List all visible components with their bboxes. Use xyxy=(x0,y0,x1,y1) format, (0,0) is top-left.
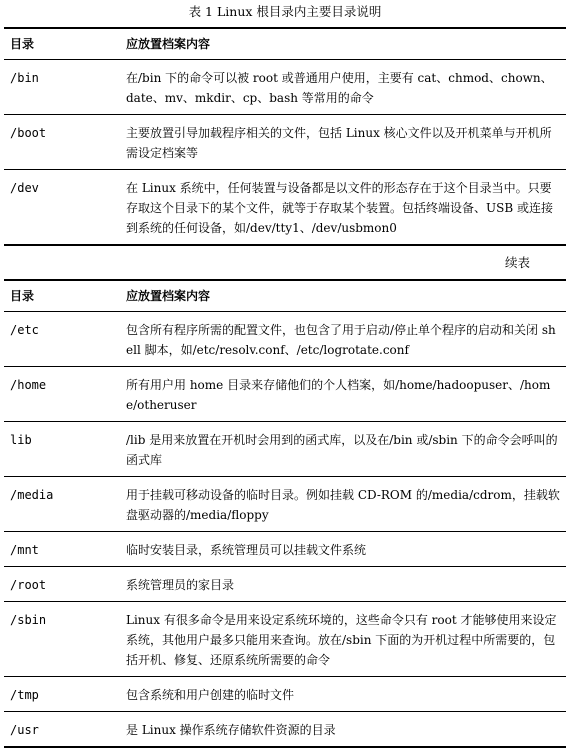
table-row xyxy=(4,477,566,532)
description-cell: 用于挂载可移动设备的临时目录。例如挂载 CD-ROM 的/media/cdrom，挂载软盘驱动器的/media/floppy xyxy=(120,477,566,532)
description-cell: 所有用户用 home 目录来存储他们的个人档案，如/home/hadoopuser、/home/otheruser xyxy=(120,367,566,422)
description-cell: 在 Linux 系统中，任何装置与设备都是以文件的形态存在于这个目录当中。只要存取这个目录下的某个文件，就等于存取某个装置。包括终端设备、USB 或连接到系统的任何设备，如/dev/tty1、/dev/usbmon0 xyxy=(120,170,566,246)
directory-cell: /media xyxy=(4,477,120,532)
table-row xyxy=(4,712,566,748)
table-caption: 表 1 Linux 根目录内主要目录说明 xyxy=(188,4,382,19)
directory-cell: /bin xyxy=(4,60,120,115)
directory-cell: /usr xyxy=(4,712,120,748)
description-cell: 临时安装目录，系统管理员可以挂载文件系统 xyxy=(120,532,566,567)
table-row xyxy=(4,422,566,477)
description-cell: Linux 有很多命令是用来设定系统环境的，这些命令只有 root 才能够使用来设定系统，其他用户最多只能用来查询。放在/sbin 下面的为开机过程中所需要的，包括开机、修复、还原系统所需要的命令 xyxy=(120,602,566,677)
directory-table-part-1 xyxy=(4,27,566,246)
table-row xyxy=(4,567,566,602)
description-cell: 主要放置引导加载程序相关的文件，包括 Linux 核心文件以及开机菜单与开机所需设定档案等 xyxy=(120,115,566,170)
directory-table-part-2 xyxy=(4,279,566,748)
table-header-row xyxy=(4,280,566,312)
directory-cell: /sbin xyxy=(4,602,120,677)
directory-cell: /root xyxy=(4,567,120,602)
description-cell: 包含系统和用户创建的临时文件 xyxy=(120,677,566,712)
directory-cell: /mnt xyxy=(4,532,120,567)
description-cell: 在/bin 下的命令可以被 root 或普通用户使用，主要有 cat、chmod、chown、date、mv、mkdir、cp、bash 等常用的命令 xyxy=(120,60,566,115)
continued-label: 续表 xyxy=(504,255,530,270)
description-cell: 系统管理员的家目录 xyxy=(120,567,566,602)
description-cell: 是 Linux 操作系统存储软件资源的目录 xyxy=(120,712,566,748)
description-cell: 包含所有程序所需的配置文件，也包含了用于启动/停止单个程序的启动和关闭 shell 脚本，如/etc/resolv.conf、/etc/logrotate.conf xyxy=(120,312,566,367)
table-row xyxy=(4,170,566,246)
header-directory: 目录 xyxy=(4,280,120,312)
header-content: 应放置档案内容 xyxy=(120,28,566,60)
table-header-row xyxy=(4,28,566,60)
directory-cell: /home xyxy=(4,367,120,422)
header-directory: 目录 xyxy=(4,28,120,60)
directory-cell: /boot xyxy=(4,115,120,170)
table-row xyxy=(4,532,566,567)
table-row xyxy=(4,115,566,170)
table-row xyxy=(4,312,566,367)
directory-cell: /tmp xyxy=(4,677,120,712)
directory-cell: /etc xyxy=(4,312,120,367)
directory-cell: /dev xyxy=(4,170,120,246)
description-cell: /lib 是用来放置在开机时会用到的函式库，以及在/bin 或/sbin 下的命令会呼叫的函式库 xyxy=(120,422,566,477)
table-row xyxy=(4,602,566,677)
directory-cell: lib xyxy=(4,422,120,477)
table-row xyxy=(4,677,566,712)
header-content: 应放置档案内容 xyxy=(120,280,566,312)
table-row xyxy=(4,367,566,422)
table-row xyxy=(4,60,566,115)
